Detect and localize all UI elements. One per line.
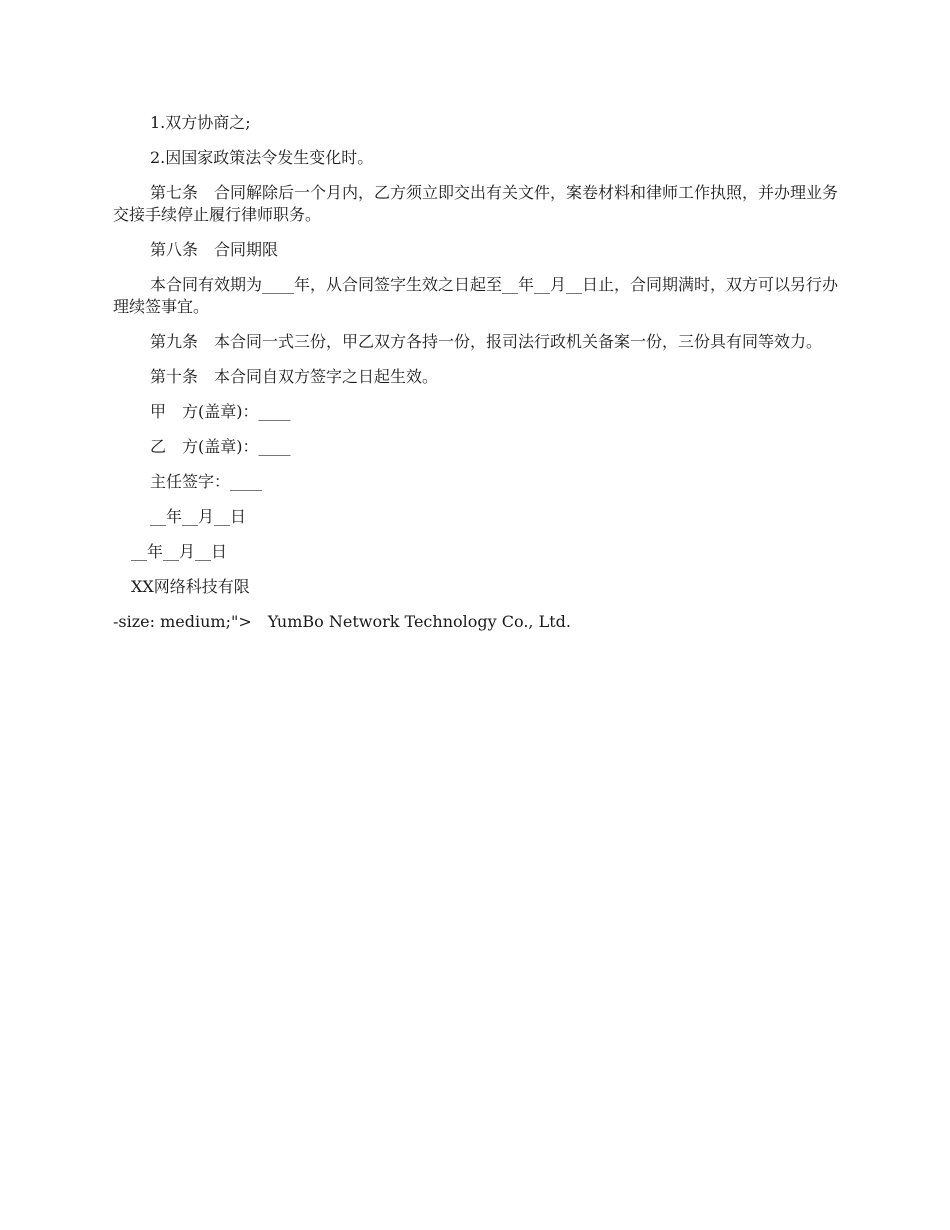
date-line-1: __年__月__日 <box>150 507 247 526</box>
director-signature-line: 主任签字：____ <box>150 472 263 491</box>
article-9: 第九条 本合同一式三份，甲乙双方各持一份，报司法行政机关备案一份，三份具有同等效力。 <box>150 332 823 351</box>
company-name: XX网络科技有限 <box>131 577 250 596</box>
article-7: 第七条 合同解除后一个月内，乙方须立即交出有关文件，案卷材料和律师工作执照，并办理业务交接手续停止履行律师职务。 <box>113 183 839 224</box>
clause-item-2: 2.因国家政策法令发生变化时。 <box>150 148 374 167</box>
contract-term-paragraph: 本合同有效期为____年，从合同签字生效之日起至__年__月__日止，合同期满时，双方可以另行办理续签事宜。 <box>113 275 839 316</box>
footer-text: -size: medium;"> YumBo Network Technology Co., Ltd. <box>113 612 571 631</box>
party-b-seal-line: 乙 方(盖章)：____ <box>150 437 291 456</box>
document-body <box>113 112 840 646</box>
clause-item-1: 1.双方协商之; <box>150 113 251 132</box>
article-10: 第十条 本合同自双方签字之日起生效。 <box>150 367 439 386</box>
article-8-heading: 第八条 合同期限 <box>150 240 279 259</box>
party-a-seal-line: 甲 方(盖章)：____ <box>150 402 291 421</box>
date-line-2: __年__月__日 <box>131 542 228 561</box>
